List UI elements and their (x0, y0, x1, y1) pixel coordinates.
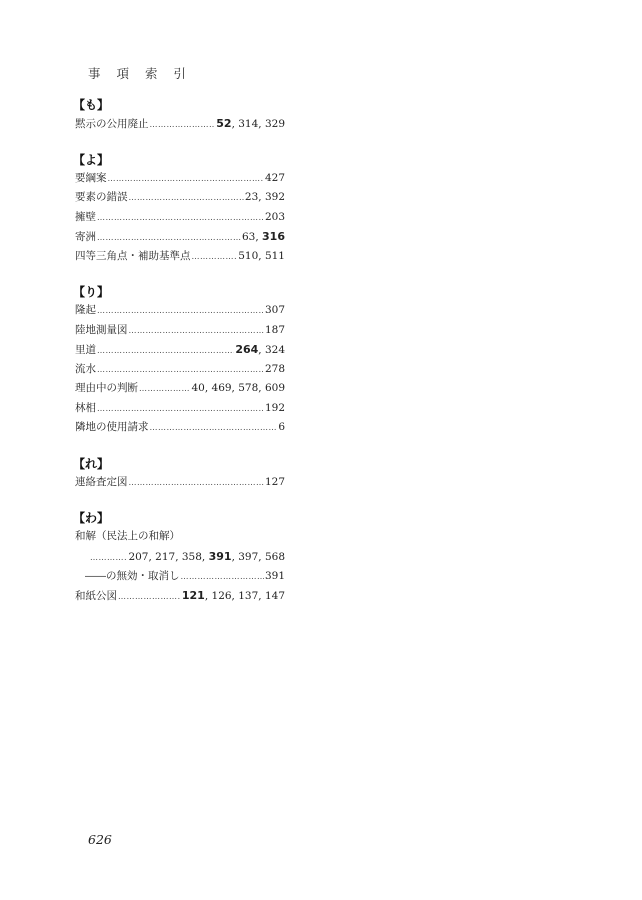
index-entry (75, 399, 285, 419)
entry-pages (182, 586, 285, 607)
page-ref: 187 (264, 323, 285, 336)
dot-leader (139, 379, 190, 399)
dot-leader (150, 115, 216, 135)
dot-leader (192, 247, 238, 267)
index-entry (75, 208, 285, 228)
section-heading: 【わ】 (73, 511, 110, 525)
index-section (75, 151, 285, 267)
page-number: 626 (88, 832, 112, 847)
entry-pages (242, 227, 285, 248)
entry-pages (265, 208, 285, 228)
page-ref: 6 (278, 421, 285, 433)
page-ref: 23, 392 (244, 191, 285, 203)
entry-pages (235, 340, 285, 361)
entry-pages (265, 301, 285, 321)
entry-term: 陸地測量図 (75, 323, 128, 336)
entry-term: 擁壁 (75, 210, 96, 223)
page-ref: 192 (264, 401, 285, 414)
dot-leader (129, 473, 264, 493)
dot-leader (150, 418, 278, 438)
index-entry (75, 586, 285, 606)
index-entry (75, 114, 285, 134)
page-ref: , 126, 137, 147 (204, 590, 285, 602)
index-entry (75, 379, 285, 399)
entry-pages (265, 169, 285, 189)
page-ref: 203 (264, 210, 285, 223)
index-entry (75, 418, 285, 438)
dot-leader (181, 567, 264, 587)
dot-leader (108, 169, 264, 189)
index-entry (75, 227, 285, 247)
index-entry (75, 321, 285, 341)
entry-term: ――の無効・取消し (85, 569, 180, 582)
entry-term: 和解（民法上の和解） (75, 530, 180, 542)
index-entry (75, 169, 285, 189)
dot-leader (118, 587, 181, 607)
index-entry (75, 340, 285, 360)
section-heading: 【れ】 (73, 456, 110, 471)
entry-pages (265, 399, 285, 419)
index-body (75, 96, 285, 623)
entry-term: 里道 (75, 344, 96, 356)
section-heading: 【も】 (73, 98, 110, 112)
page-ref: , 314, 329 (231, 118, 285, 130)
index-entry (75, 247, 285, 267)
entry-term: 要綱案 (75, 171, 107, 184)
index-entry (75, 567, 285, 587)
entry-pages (216, 114, 285, 135)
page-ref: 207, 217, 358, (128, 550, 209, 563)
entry-term: 林相 (75, 401, 96, 414)
section-heading: 【よ】 (73, 152, 110, 167)
entry-term: 黙示の公用廃止 (75, 118, 149, 130)
page-ref-primary: 264 (235, 343, 259, 356)
page-ref: 427 (264, 171, 285, 184)
entry-term: 寄洲 (75, 231, 96, 243)
entry-pages (238, 247, 285, 267)
page-ref: 278 (264, 362, 285, 375)
entry-pages (265, 360, 285, 380)
entry-pages (245, 188, 285, 208)
dot-leader (97, 228, 241, 248)
entry-pages (265, 321, 285, 341)
dot-leader (97, 301, 264, 321)
entry-term: 要素の錯誤 (75, 191, 128, 203)
dot-leader (97, 360, 264, 380)
page-ref-primary: 52 (216, 117, 232, 130)
index-section (75, 96, 285, 134)
running-head: 事 項 索 引 (88, 66, 192, 81)
entry-term: 理由中の判断 (75, 382, 138, 394)
entry-term: 流水 (75, 362, 96, 375)
page-ref: 63, (241, 231, 263, 243)
dot-leader (97, 208, 264, 228)
index-entry (75, 547, 285, 567)
page-ref-primary: 391 (208, 549, 232, 563)
index-section (75, 283, 285, 438)
entry-term: 和紙公図 (75, 590, 117, 602)
page-ref: , 324 (258, 344, 285, 356)
page-ref: 307 (264, 304, 285, 316)
index-entry (75, 188, 285, 208)
index-entry (75, 527, 285, 547)
entry-term: 隣地の使用請求 (75, 421, 149, 433)
entry-pages (265, 473, 285, 493)
page-ref: 127 (264, 475, 285, 488)
dot-leader (129, 188, 244, 208)
entry-pages (191, 379, 285, 399)
dot-leader (97, 341, 234, 361)
entry-pages (128, 547, 285, 568)
entry-pages (278, 418, 285, 438)
index-entry (75, 301, 285, 321)
entry-term: 隆起 (75, 304, 96, 316)
index-section (75, 509, 285, 606)
dot-leader (90, 548, 127, 568)
index-entry (75, 473, 285, 493)
page-ref-primary: 316 (262, 230, 285, 243)
entry-pages (265, 567, 285, 587)
section-heading: 【り】 (73, 285, 110, 299)
page-ref: 40, 469, 578, 609 (191, 382, 285, 394)
page-ref: 510, 511 (238, 249, 285, 262)
index-entry (75, 360, 285, 380)
index-section (75, 455, 285, 493)
entry-term: 四等三角点・補助基準点 (75, 249, 191, 262)
entry-term: 連絡査定図 (75, 475, 128, 488)
dot-leader (97, 399, 264, 419)
page-ref: 391 (264, 569, 285, 582)
page-ref-primary: 121 (181, 589, 205, 602)
page-ref: , 397, 568 (231, 550, 285, 563)
dot-leader (129, 321, 264, 341)
